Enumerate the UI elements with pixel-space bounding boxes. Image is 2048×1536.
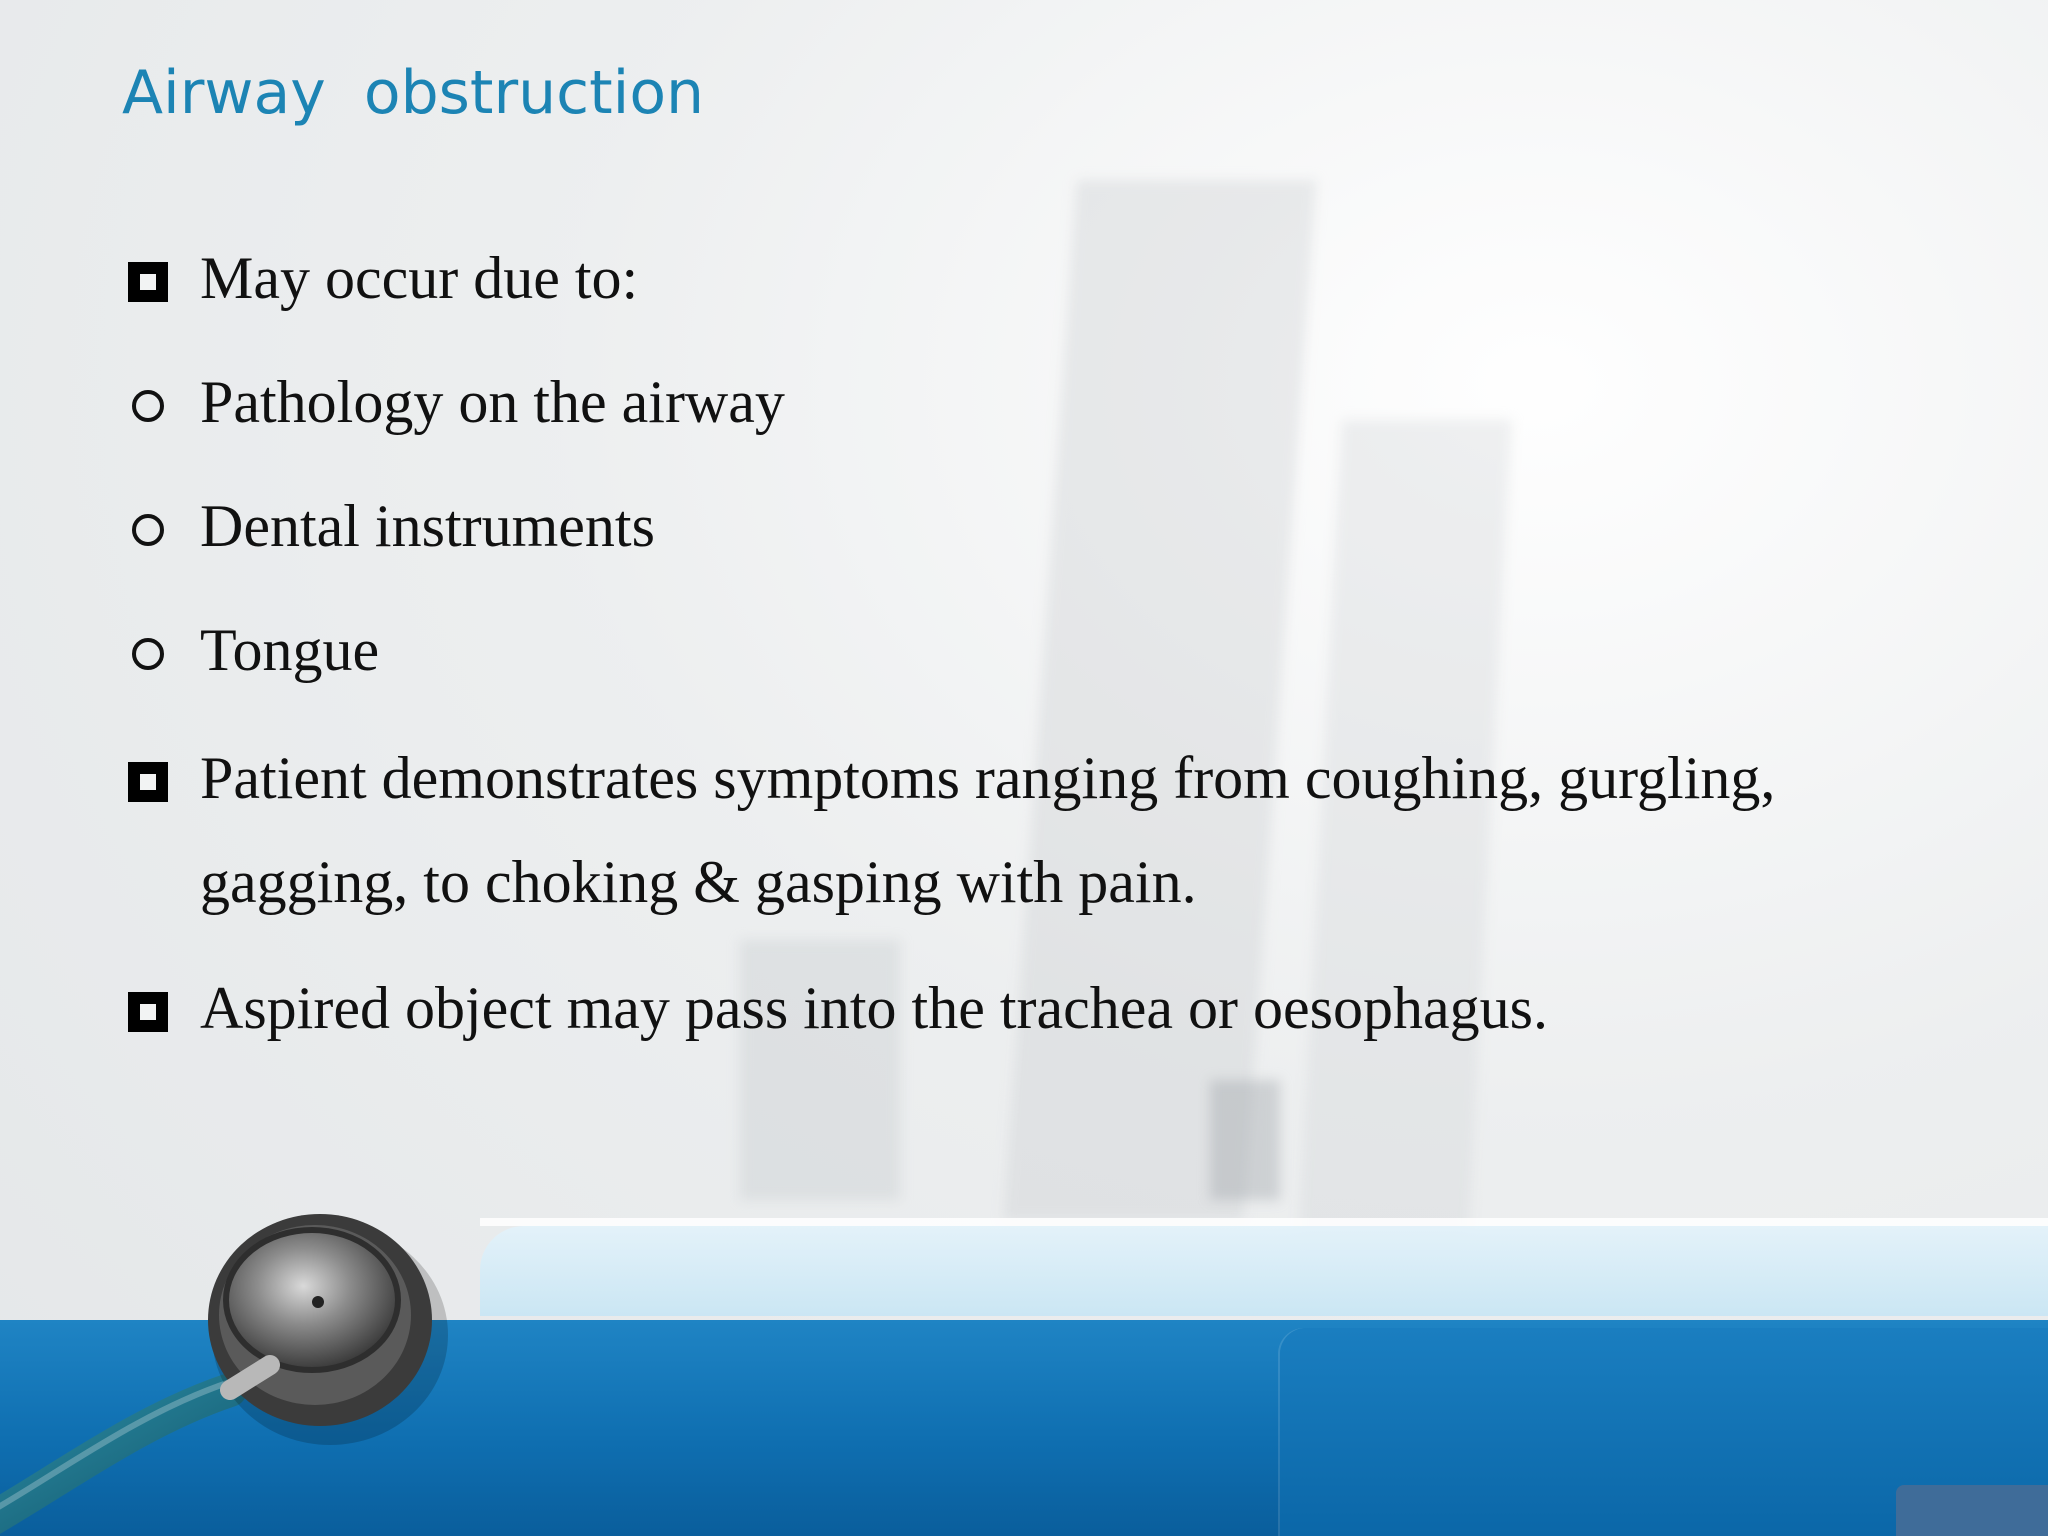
square-bullet-icon: [128, 762, 168, 802]
bullet-text: Pathology on the airway: [200, 369, 785, 435]
square-bullet-icon: [128, 262, 168, 302]
circle-bullet-icon: [132, 638, 164, 670]
footer-light-band: [480, 1226, 2048, 1316]
square-bullet-icon: [128, 992, 168, 1032]
corner-tab: [1896, 1485, 2048, 1536]
bullet-text: May occur due to:: [200, 245, 639, 311]
background-shape: [1210, 1080, 1280, 1200]
footer-highlight: [480, 1218, 2048, 1226]
bullet-text: Patient demonstrates symptoms ranging from coughing, gurgling, gagging, to choking & gasping with pain.: [200, 745, 1776, 915]
bullet-text: Aspired object may pass into the trachea or oesophagus.: [200, 975, 1548, 1041]
slide-title: Airway obstruction: [122, 58, 705, 128]
stethoscope-icon: [0, 1120, 480, 1536]
bullet-text: Tongue: [200, 617, 380, 683]
circle-bullet-icon: [132, 514, 164, 546]
circle-bullet-icon: [132, 390, 164, 422]
bullet-text: Dental instruments: [200, 493, 655, 559]
